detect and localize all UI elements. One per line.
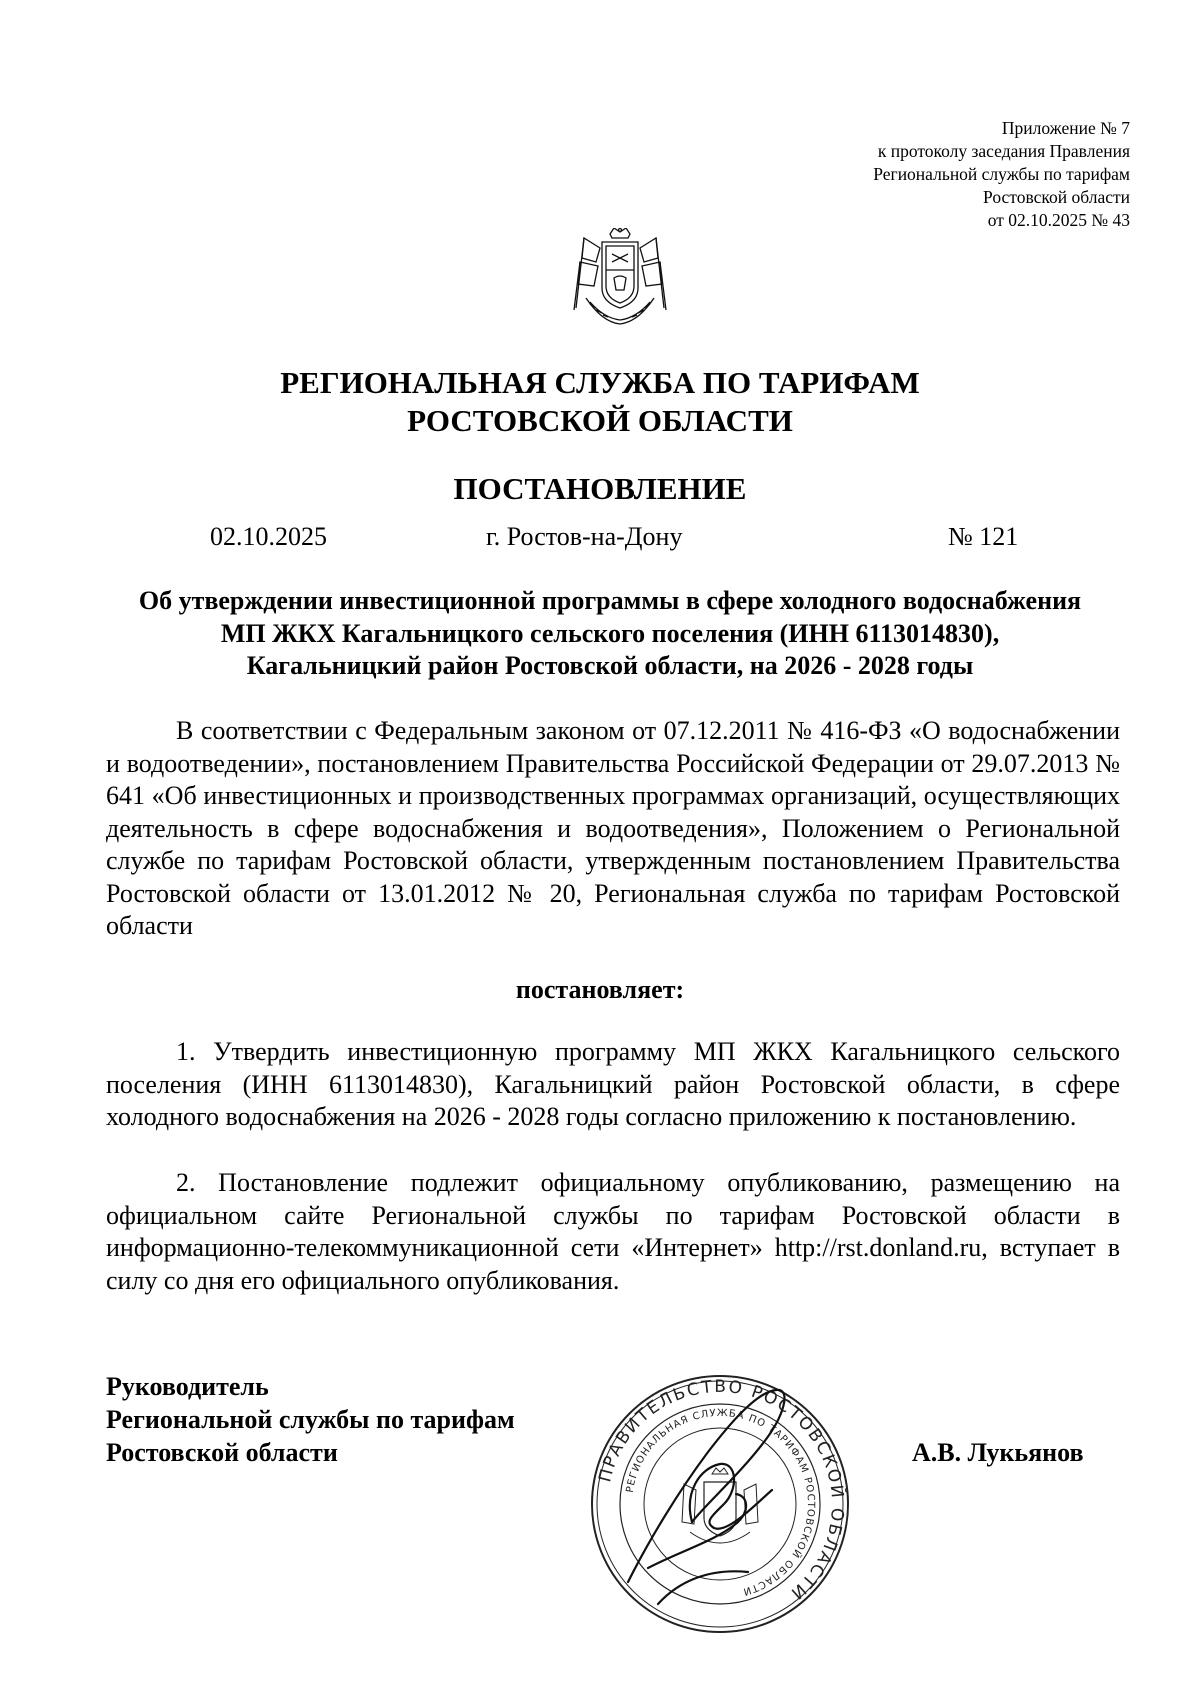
decides-heading: постановляет: [515, 975, 685, 1004]
preamble-paragraph: В соответствии с Федеральным законом от 07.12.2011 № 416-ФЗ «О водоснабжении и водоотведении», постановлением Правительства Российской Федерации от 29.07.2013 № 641 «Об инвестиционных и производственных программах организаций, осуществляющих деятельность в сфере водоснабжения и водоотведения», Положением о Региональной службе по тарифам Ростовской области, утвержденным постановлением Правительства Ростовской области от 13.01.2012 № 20, Региональная служба по тарифам Ростовской области [106, 716, 1120, 940]
appendix-line: Приложение № 7 [1001, 118, 1130, 138]
document-city: г. Ростов-на-Дону [486, 522, 683, 551]
organization-title [0, 364, 1200, 440]
signer-position-line: Региональной службы по тарифам [106, 1405, 515, 1434]
subject-line: Кагальницкий район Ростовской области, на 2026 - 2028 годы [246, 651, 974, 680]
signer-position [106, 1370, 515, 1469]
resolution-item-2: 2. Постановление подлежит официальному опубликованию, размещению на официальном сайте Региональной службы по тарифам Ростовской области в информационно-телекоммуникационной сети «Интернет» http://rst.donland.ru, вступает в силу со дня его официального опубликования. [106, 1168, 1120, 1295]
appendix-line: Ростовской области [983, 187, 1130, 207]
coat-of-arms-icon [566, 228, 674, 328]
organization-title-line: РОСТОВСКОЙ ОБЛАСТИ [407, 403, 793, 438]
signer-position-line: Руководитель [106, 1372, 269, 1401]
seal-outer-text: ПРАВИТЕЛЬСТВО РОСТОВСКОЙ ОБЛАСТИ [595, 1376, 848, 1604]
signer-name: А.В. Лукьянов [912, 1438, 1084, 1467]
official-seal-icon [588, 1372, 852, 1636]
document-subject [100, 585, 1120, 683]
document-number: № 121 [948, 522, 1019, 551]
subject-line: МП ЖКХ Кагальницкого сельского поселения (ИНН 6113014830), [220, 618, 1000, 648]
organization-title-line: РЕГИОНАЛЬНАЯ СЛУЖБА ПО ТАРИФАМ [280, 365, 920, 400]
appendix-note [873, 117, 1130, 232]
signer-position-line: Ростовской области [106, 1438, 338, 1467]
document-type-heading: ПОСТАНОВЛЕНИЕ [453, 471, 747, 506]
resolution-item-1: 1. Утвердить инвестиционную программу МП ЖКХ Кагальницкого сельского поселения (ИНН 6113014830), Кагальницкий район Ростовской области, в сфере холодного водоснабжения на 2026 - 2028 годы согласно приложению к постановлению. [106, 1037, 1120, 1131]
appendix-line: Региональной службы по тарифам [873, 164, 1130, 184]
seal-inner-text: РЕГИОНАЛЬНАЯ СЛУЖБА ПО ТАРИФАМ РОСТОВСКОЙ ОБЛАСТИ [624, 1407, 817, 1597]
document-date: 02.10.2025 [210, 522, 327, 551]
appendix-line: к протоколу заседания Правления [877, 141, 1130, 161]
appendix-line: от 02.10.2025 № 43 [987, 210, 1130, 230]
subject-line: Об утверждении инвестиционной программы в сфере холодного водоснабжения [138, 586, 1082, 615]
